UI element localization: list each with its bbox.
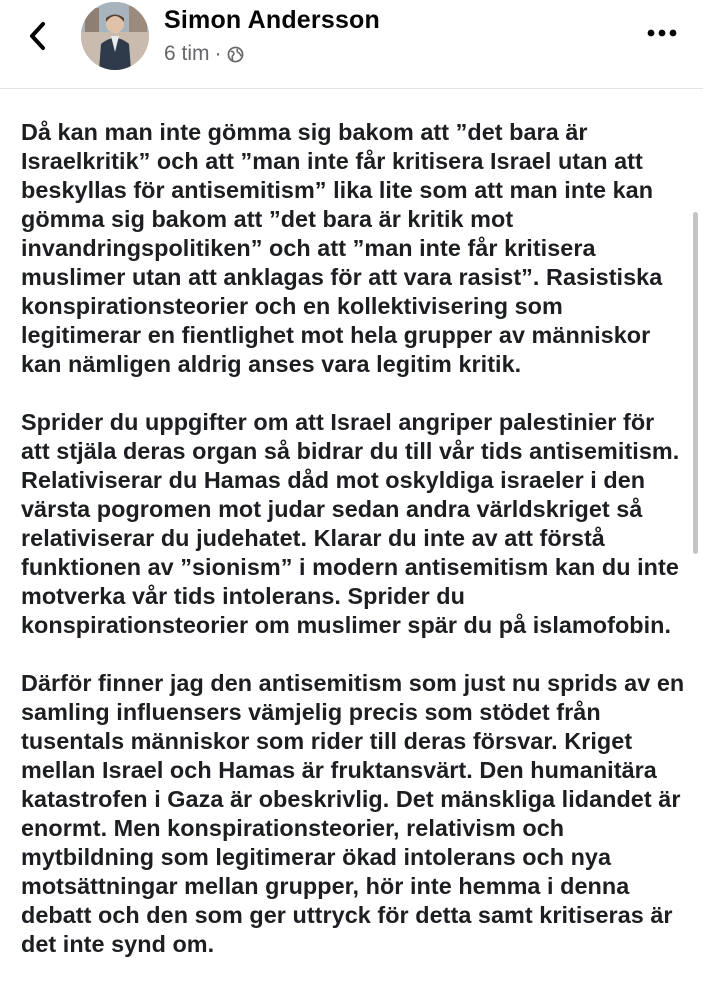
post-text bbox=[21, 118, 689, 988]
post-header bbox=[0, 0, 703, 89]
post-paragraph: Då kan man inte gömma sig bakom att ”det bara är Israelkritik” och att ”man inte får kritisera Israel utan att beskyllas för antisemitism” lika lite som att man inte kan gömma sig bakom att ”det bara är kritik mot invandringspolitiken” och att ”man inte får kritisera muslimer utan att anklagas för att vara rasist”. Rasistiska konspirationsteorier och en kollektivisering som legitimerar en fientlighet mot hela grupper av människor kan nämligen aldrig anses vara legitim kritik. bbox=[21, 119, 663, 377]
chevron-left-icon bbox=[26, 20, 50, 52]
meta-separator: · bbox=[214, 42, 222, 65]
avatar[interactable] bbox=[81, 2, 149, 70]
post-paragraph: Därför finner jag den antisemitism som just nu sprids av en samling influensers vämjelig precis som stödet från tusentals människor som rider till deras försvar. Kriget mellan Israel och Hamas är fruktansvärt. Den humanitära katastrofen i Gaza är obeskrivlig. Det mänskliga lidandet är enormt. Men konspirationsteorier, relativism och mytbildning som legitimerar ökad intolerans och nya motsättningar mellan grupper, hör inte hemma i denna debatt och den som ger uttryck för detta samt kritiseras är det inte synd om. bbox=[21, 670, 685, 957]
globe-icon bbox=[227, 46, 244, 63]
more-horizontal-icon bbox=[647, 29, 677, 37]
scrollbar[interactable] bbox=[693, 212, 698, 554]
back-button[interactable] bbox=[18, 16, 58, 56]
post-paragraph: Sprider du uppgifter om att Israel angriper palestinier för att stjäla deras organ så bidrar du till vår tids antisemitism. Relativiserar du Hamas dåd mot oskyldiga israeler i den värsta pogromen mot judar sedan andra världskriget så relativiserar du judehatet. Klarar du inte av att förstå funktionen av ”sionism” i modern antisemitism kan du inte motverka vår tids intolerans. Sprider du konspirationsteorier om muslimer spär du på islamofobin. bbox=[21, 409, 680, 638]
more-options-button[interactable] bbox=[640, 18, 684, 48]
author-name[interactable]: Simon Andersson bbox=[164, 6, 380, 34]
post-time[interactable]: 6 tim bbox=[164, 42, 210, 65]
post-meta bbox=[164, 42, 244, 66]
